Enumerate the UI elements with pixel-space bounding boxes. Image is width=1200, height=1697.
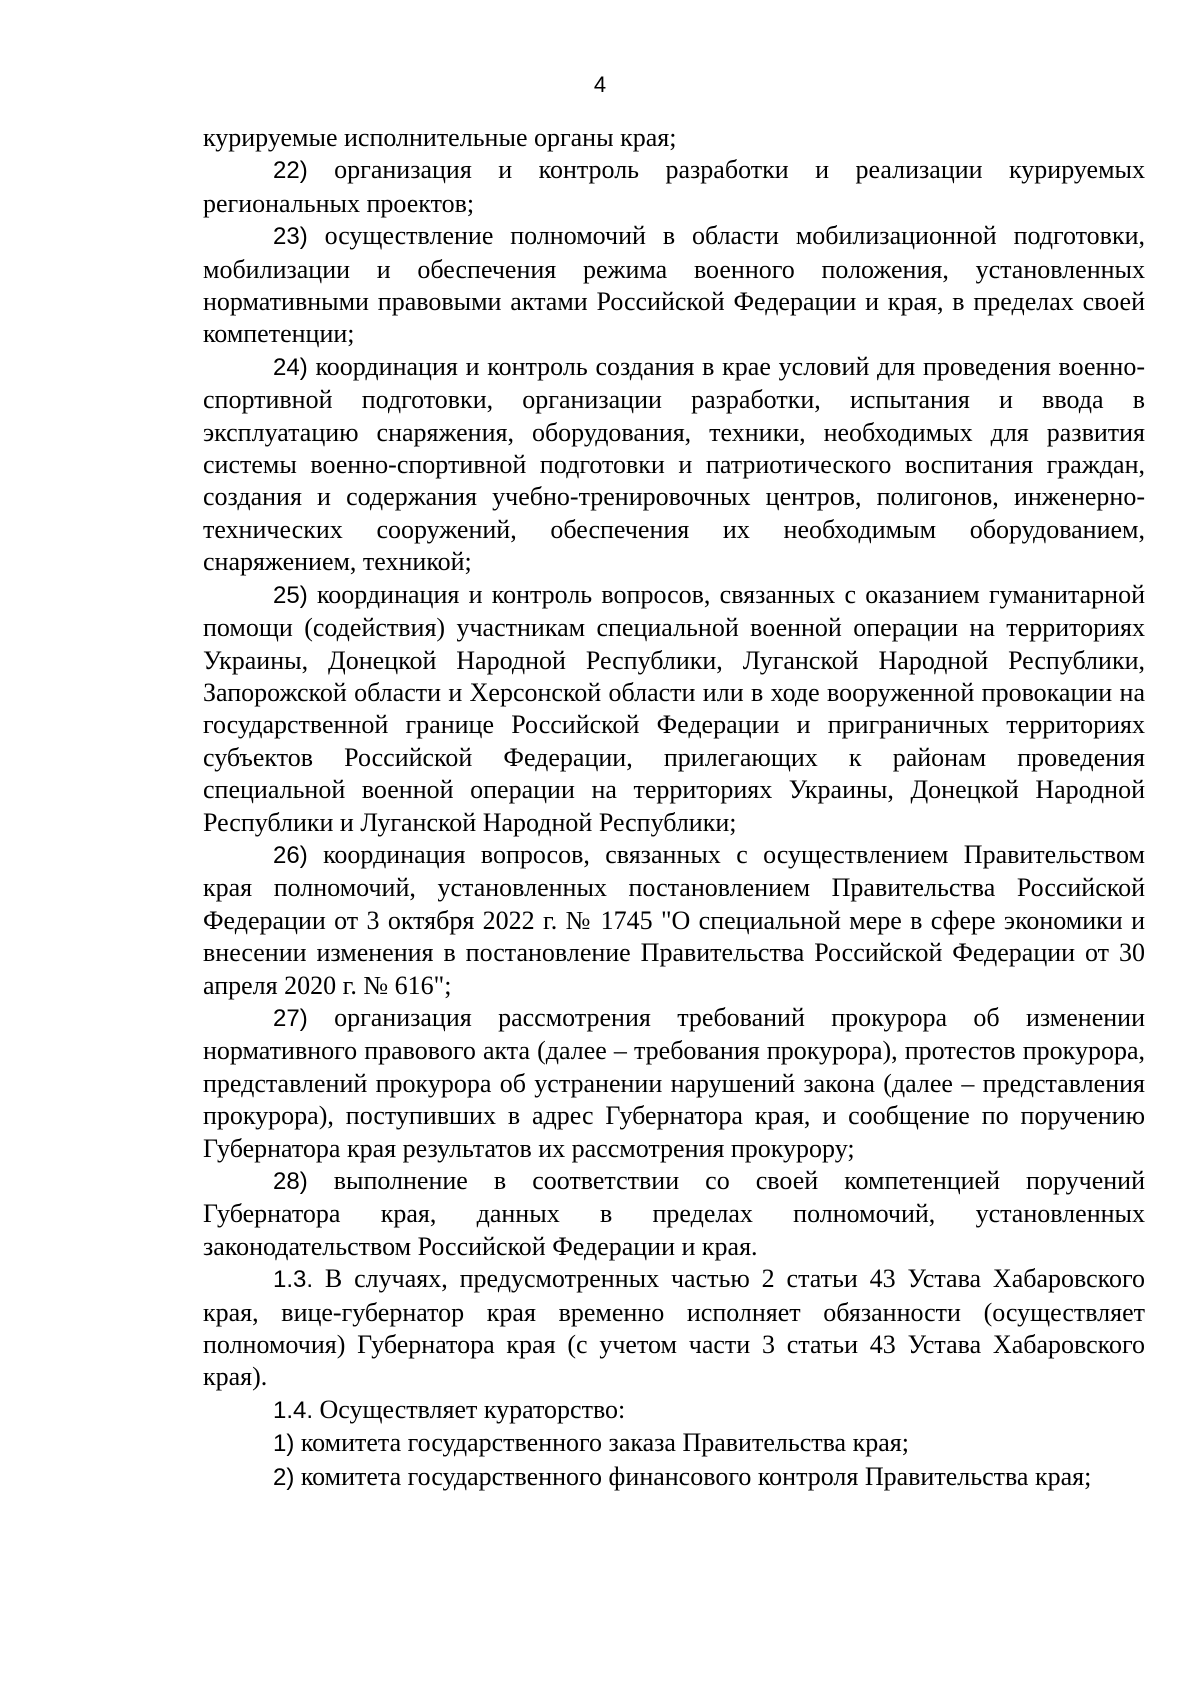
item-number: 24) [273,353,308,381]
paragraph [203,220,1145,351]
paragraph [203,1165,1145,1263]
item-number: 22) [273,157,308,185]
paragraph-text: координация и контроль создания в крае условий для проведения военно-спортивной подготовки, организации разработки, испытания и ввода в эксплуатацию снаряжения, оборудования, техники, необходимых для развития системы военно-спортивной подготовки и патриотического воспитания граждан, создания и содержания учебно-тренировочных центров, полигонов, инженерно-технических сооружений, обеспечения их необходимым оборудованием, снаряжением, техникой; [203,351,1145,577]
paragraph-text: организация и контроль разработки и реализации курируемых региональных проектов; [203,155,1145,218]
paragraph-text: координация и контроль вопросов, связанных с оказанием гуманитарной помощи (содействия) участникам специальной военной операции на территориях Украины, Донецкой Народной Республики, Луганской Народной Республики, Запорожской области и Херсонской области или в ходе вооруженной провокации на государственной границе Российской Федерации и приграничных территориях субъектов Российской Федерации, прилегающих к районам проведения специальной военной операции на территориях Украины, Донецкой Народной Республики и Луганской Народной Республики; [203,579,1145,837]
paragraph [203,154,1145,220]
item-number: 1.3. [273,1266,314,1294]
paragraph-text: комитета государственного заказа Правительства края; [294,1428,909,1458]
item-number: 1) [273,1430,295,1458]
paragraph [203,1461,1145,1494]
paragraph-text: курируемые исполнительные органы края; [203,123,677,152]
paragraph-text: Осуществляет кураторство: [313,1394,626,1424]
page-number: 4 [593,72,607,97]
paragraph-text: осуществление полномочий в области мобилизационной подготовки, мобилизации и обеспечения режима военного положения, установленных нормативными правовыми актами Российской Федерации и края, в пределах своей компетенции; [203,221,1145,349]
item-number: 28) [273,1168,308,1195]
item-number: 1.4. [273,1396,314,1424]
paragraph [203,1394,1145,1427]
item-number: 2) [273,1463,295,1491]
paragraph [203,351,1145,579]
paragraph-text: выполнение в соответствии со своей компетенцией поручений Губернатора края, данных в пределах полномочий, установленных законодательством Российской Федерации и края. [203,1166,1145,1261]
paragraph-text: координация вопросов, связанных с осуществлением Правительством края полномочий, установленных постановлением Правительства Российской Федерации от 3 октября 2022 г. № 1745 "О специальной мере в сфере экономики и внесении изменения в постановление Правительства Российской Федерации от 30 апреля 2020 г. № 616"; [203,839,1145,1000]
item-number: 25) [273,581,308,609]
paragraph [203,1427,1145,1460]
document-body [203,122,1145,1494]
item-number: 26) [273,841,308,869]
paragraph [203,1002,1145,1165]
paragraph [203,839,1145,1002]
paragraph-text: В случаях, предусмотренных частью 2 статьи 43 Устава Хабаровского края, вице-губернатор края временно исполняет обязанности (осуществляет полномочия) Губернатора края (с учетом части 3 статьи 43 Устава Хабаровского края). [203,1264,1145,1392]
paragraph-text: организация рассмотрения требований прокурора об изменении нормативного правового акта (далее – требования прокурора), протестов прокурора, представлений прокурора об устранении нарушений закона (далее – представления прокурора), поступивших в адрес Губернатора края, и сообщение по поручению Губернатора края результатов их рассмотрения прокурору; [203,1002,1145,1163]
item-number: 23) [273,223,308,251]
item-number: 27) [273,1004,308,1032]
paragraph [203,1263,1145,1394]
paragraph [203,579,1145,839]
paragraph-text: комитета государственного финансового контроля Правительства края; [294,1461,1092,1491]
paragraph [203,122,1145,154]
